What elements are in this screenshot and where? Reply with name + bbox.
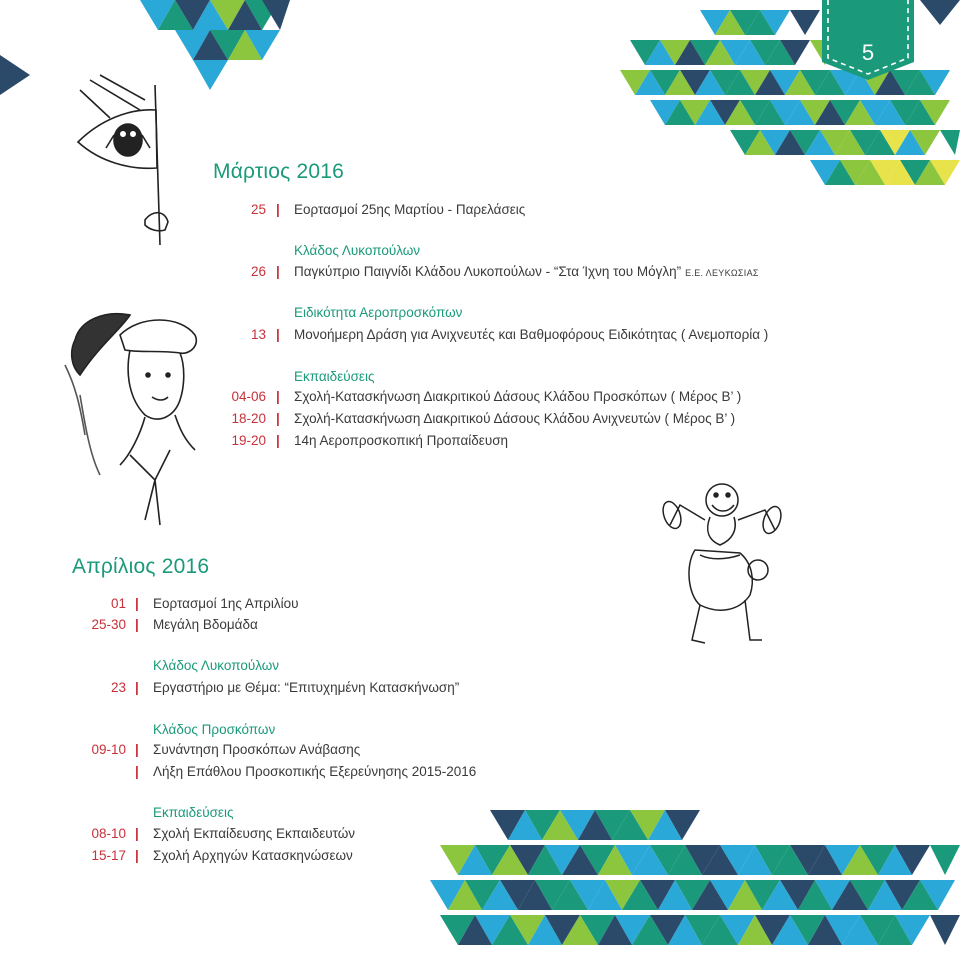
event-date: 19-20	[231, 433, 266, 448]
event-text: Συνάντηση Προσκόπων Ανάβασης	[153, 742, 361, 757]
section-heading-scouts: Κλάδος Προσκόπων	[153, 722, 276, 737]
section-heading-training: Εκπαιδεύσεις	[153, 805, 234, 820]
event-text: Σχολή-Κατασκήνωση Διακριτικού Δάσους Κλάδου Ανιχνευτών ( Μέρος Β’ )	[294, 411, 736, 426]
triangle-mosaic-bottom-right	[430, 800, 960, 960]
april-title: Απρίλιος 2016	[72, 555, 210, 578]
section-heading-training: Εκπαιδεύσεις	[294, 369, 375, 384]
event-title: Παγκύπριο Παιγνίδι Κλάδου Λυκοπούλων - “Στα Ίχνη του Μόγλη”	[294, 264, 682, 279]
separator-bar: |	[135, 764, 139, 779]
separator-bar: |	[135, 596, 139, 611]
event-date: 01	[110, 596, 126, 611]
event-date: 08-10	[91, 826, 126, 841]
page-number: 5	[861, 40, 875, 65]
separator-bar: |	[276, 202, 280, 217]
event-date: 18-20	[231, 411, 266, 426]
march-title: Μάρτιος 2016	[213, 160, 344, 183]
event-date: 15-17	[91, 848, 126, 863]
event-text: Εορτασμοί 1ης Απριλίου	[153, 596, 299, 611]
event-date: 13	[250, 327, 266, 342]
scout-boy-portrait-illustration	[60, 305, 210, 535]
separator-bar: |	[135, 742, 139, 757]
separator-bar: |	[276, 327, 280, 342]
separator-bar: |	[135, 617, 139, 632]
separator-bar: |	[276, 264, 280, 279]
cub-scouts-leapfrog-illustration	[660, 475, 790, 655]
event-text: Μονοήμερη Δράση για Ανιχνευτές και Βαθμοφόρους Ειδικότητας ( Ανεμοπορία )	[294, 327, 769, 342]
event-date: 09-10	[91, 742, 126, 757]
event-text: 14η Αεροπροσκοπική Προπαίδευση	[294, 433, 509, 448]
event-text: Σχολή Εκπαίδευσης Εκπαιδευτών	[153, 826, 356, 841]
separator-bar: |	[135, 848, 139, 863]
event-date: 25-30	[91, 617, 126, 632]
section-heading-cubs: Κλάδος Λυκοπούλων	[153, 658, 280, 673]
separator-bar: |	[276, 411, 280, 426]
event-text: Σχολή Αρχηγών Κατασκηνώσεων	[153, 848, 353, 863]
section-heading-air-scouts: Ειδικότητα Αεροπροσκόπων	[294, 305, 463, 320]
event-text: Εργαστήριο με Θέμα: “Επιτυχημένη Κατασκήνωση”	[153, 680, 460, 695]
event-date: 23	[110, 680, 126, 695]
event-date: 26	[250, 264, 266, 279]
separator-bar: |	[276, 389, 280, 404]
separator-bar: |	[135, 826, 139, 841]
event-date: 04-06	[231, 389, 266, 404]
event-text: Σχολή-Κατασκήνωση Διακριτικού Δάσους Κλάδου Προσκόπων ( Μέρος Β’ )	[294, 389, 742, 404]
event-text: Εορτασμοί 25ης Μαρτίου - Παρελάσεις	[294, 202, 526, 217]
event-date: 25	[250, 202, 266, 217]
section-heading-cubs: Κλάδος Λυκοπούλων	[294, 243, 421, 258]
owl-pennant-illustration	[70, 70, 180, 255]
event-organizer-note: Ε.Ε. ΛΕΥΚΩΣΙΑΣ	[685, 268, 759, 278]
event-text	[294, 264, 759, 281]
event-text: Λήξη Επάθλου Προσκοπικής Εξερεύνησης 2015-2016	[153, 764, 477, 779]
event-text: Μεγάλη Βδομάδα	[153, 617, 258, 632]
separator-bar: |	[135, 680, 139, 695]
separator-bar: |	[276, 433, 280, 448]
